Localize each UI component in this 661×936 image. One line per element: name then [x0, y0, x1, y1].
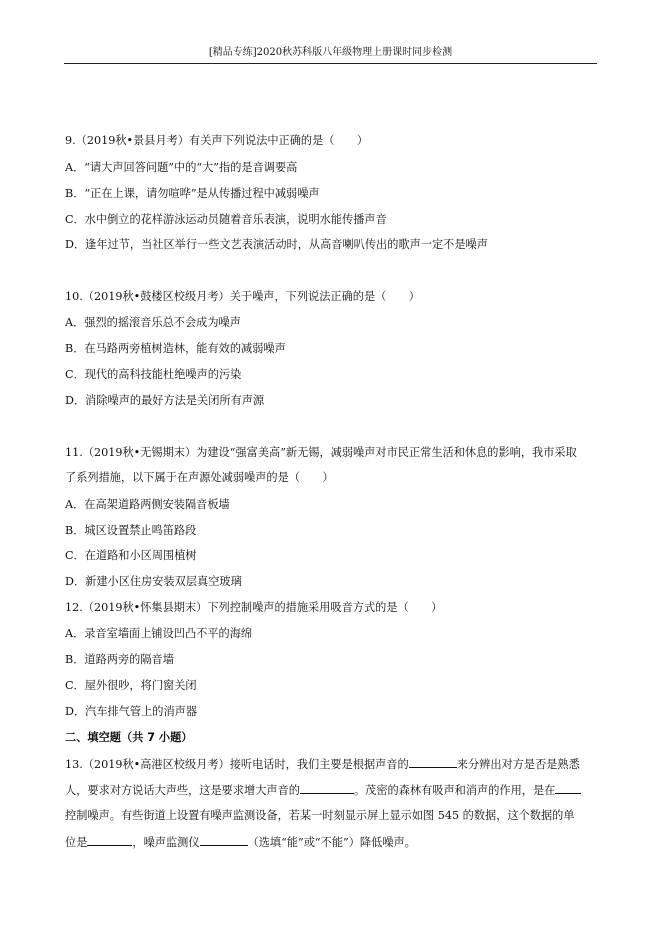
question-13-line3: [65, 808, 575, 824]
question-10-stem: 10.（2019秋•鼓楼区校级月考）关于噪声，下列说法正确的是（ ）: [65, 290, 420, 303]
question-10-option-b: B．在马路两旁植树造林，能有效的减弱噪声: [65, 342, 286, 355]
question-12-option-d: D．汽车排气管上的消声器: [65, 705, 198, 718]
question-9-option-a: A．“请大声回答问题”中的“大”指的是音调要高: [65, 161, 298, 174]
answer-blank: [200, 834, 248, 846]
question-10-option-d: D．消除噪声的最好方法是关闭所有声源: [65, 394, 265, 407]
question-13-line2: [65, 782, 581, 799]
question-11-option-b: B．城区设置禁止鸣笛路段: [65, 524, 197, 537]
question-11-option-d: D．新建小区住房安装双层真空玻璃: [65, 575, 242, 588]
question-13-text: ，噪声监测仪: [132, 836, 200, 849]
question-13-line4: [65, 834, 416, 851]
question-10-option-a: A．强烈的摇滚音乐总不会成为噪声: [65, 316, 241, 329]
header-title: [精品专练]2020秋苏科版八年级物理上册课时同步检测: [208, 47, 453, 58]
question-11-option-a: A．在高架道路两侧安装隔音板墙: [65, 498, 230, 511]
question-13-text: 位是: [65, 836, 88, 849]
question-9-option-d: D．逢年过节，当社区举行一些文艺表演活动时，从高音喇叭传出的歌声一定不是噪声: [65, 238, 488, 251]
question-12-option-c: C．屋外很吵，将门窗关闭: [65, 679, 197, 692]
answer-blank: [87, 834, 132, 846]
question-9-option-b: B．“正在上课，请勿喧哗”是从传播过程中减弱噪声: [65, 187, 320, 200]
answer-blank: [409, 756, 457, 768]
question-13-text: 人，要求对方说话大声些，这是要求增大声音的: [65, 784, 300, 797]
question-13-text: （选填“能”或“不能”）降低噪声。: [247, 836, 416, 849]
question-13-text: 来分辨出对方是否是熟悉: [456, 758, 580, 771]
answer-blank: [555, 782, 581, 794]
question-13-text: 。茂密的森林有吸声和消声的作用，是在: [353, 784, 556, 797]
answer-blank: [300, 782, 354, 794]
question-11-stem-line2: 了系列措施，以下属于在声源处减弱噪声的是（ ）: [65, 471, 334, 484]
question-12-option-a: A．录音室墙面上铺设凹凸不平的海绵: [65, 627, 253, 640]
question-13-text: 13.（2019秋•高港区校级月考）接听电话时，我们主要是根据声音的: [65, 758, 409, 771]
question-13-line1: [65, 756, 580, 773]
header-rule: [64, 63, 597, 64]
question-12-stem: 12.（2019秋•怀集县期末）下列控制噪声的措施采用吸音方式的是（ ）: [65, 601, 443, 614]
question-9-stem: 9.（2019秋•景县月考）有关声下列说法中正确的是（ ）: [65, 134, 369, 147]
question-13-text: 控制噪声。有些街道上设置有噪声监测设备，若某一时刻显示屏上显示如图 545 的数据，这个数据的单: [65, 809, 575, 822]
section-2-title: 二、填空题（共 7 小题）: [65, 731, 193, 744]
question-9-option-c: C．水中倒立的花样游泳运动员随着音乐表演，说明水能传播声音: [65, 213, 387, 226]
question-11-stem-line1: 11.（2019秋•无锡期末）为建设“强富美高”新无锡，减弱噪声对市民正常生活和休息的影响，我市采取: [65, 446, 577, 459]
question-10-option-c: C．现代的高科技能杜绝噪声的污染: [65, 368, 242, 381]
question-12-option-b: B．道路两旁的隔音墙: [65, 653, 174, 666]
question-11-option-c: C．在道路和小区周围植树: [65, 549, 197, 562]
